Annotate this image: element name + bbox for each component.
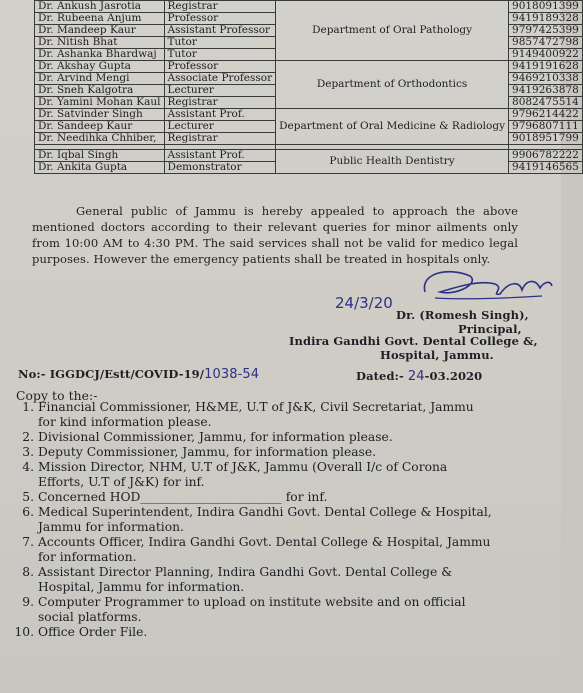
phone-number: 9796807111 [509, 121, 583, 133]
designation: Tutor [164, 49, 276, 61]
handwritten-date: 24/3/20 [335, 294, 393, 312]
doctor-name: Dr. Sandeep Kaur [35, 121, 165, 133]
table-row [35, 150, 583, 162]
phone-number: 9419191628 [509, 61, 583, 73]
phone-number: 9419263878 [509, 85, 583, 97]
doctor-name: Dr. Mandeep Kaur [35, 25, 165, 37]
department-cell [276, 150, 509, 174]
item-text: Financial Commissioner, H&ME, U.T of J&K, Civil Secretariat, Jammu [38, 400, 474, 414]
item-text: Office Order File. [38, 625, 148, 639]
list-item [12, 595, 552, 625]
list-item [12, 445, 552, 460]
department-label: Department of Oral Medicine & Radiology [279, 120, 506, 132]
table-row [35, 61, 583, 73]
department-cell [276, 1, 509, 61]
copy-to-list [12, 400, 552, 640]
order-date-handwritten: 24 [407, 369, 425, 384]
list-item [12, 460, 552, 490]
doctor-name: Dr. Ashanka Bhardwaj [35, 49, 165, 61]
doctor-name: Dr. Ankush Jasrotia [35, 1, 165, 13]
item-text: Accounts Officer, Indira Gandhi Govt. Dental College & Hospital, Jammu [38, 535, 491, 549]
designation: Tutor [164, 37, 276, 49]
phone-number: 8082475514 [509, 97, 583, 109]
phone-number: 9857472798 [509, 37, 583, 49]
staff-table [34, 0, 583, 174]
phone-number: 9469210338 [509, 73, 583, 85]
item-number: 5. [22, 490, 34, 504]
item-text: Concerned HOD_______________________ for inf. [38, 490, 328, 504]
list-item [12, 535, 552, 565]
item-text: Assistant Director Planning, Indira Gandhi Govt. Dental College & [38, 565, 453, 579]
institution-line-1: Indira Gandhi Govt. Dental College &, [289, 334, 538, 348]
department-cell [276, 109, 509, 145]
order-date-printed: -03.2020 [424, 369, 483, 383]
phone-number: 9796214422 [509, 109, 583, 121]
item-number: 10. [14, 625, 34, 639]
department-cell [276, 61, 509, 109]
list-item [12, 430, 552, 445]
order-number-label: No:- IGGDCJ/Estt/COVID-19/ [18, 367, 205, 381]
doctor-name: Dr. Needihka Chhiber, [35, 133, 165, 145]
designation: Registrar [164, 1, 276, 13]
item-number: 3. [22, 445, 34, 459]
doctor-name: Dr. Ankita Gupta [35, 162, 165, 174]
department-label: Public Health Dentistry [329, 155, 455, 167]
phone-number: 9018951799 [509, 133, 583, 145]
designation: Assistant Prof. [164, 150, 276, 162]
item-text-continued: social platforms. [38, 610, 142, 624]
item-text: Deputy Commissioner, Jammu, for information please. [38, 445, 377, 459]
item-text-continued: for kind information please. [38, 415, 212, 429]
designation: Registrar [164, 133, 276, 145]
principal-title: Principal, [458, 322, 522, 336]
list-item [12, 625, 552, 640]
item-text-continued: Efforts, U.T of J&K) for inf. [38, 475, 205, 489]
item-number: 4. [22, 460, 34, 474]
phone-number: 9906782222 [509, 150, 583, 162]
designation: Professor [164, 13, 276, 25]
institution-line-2: Hospital, Jammu. [380, 348, 494, 362]
order-number [18, 366, 259, 383]
item-text: Divisional Commissioner, Jammu, for information please. [38, 430, 393, 444]
doctor-name: Dr. Nitish Bhat [35, 37, 165, 49]
item-text-continued: Jammu for information. [38, 520, 184, 534]
department-label: Department of Orthodontics [316, 78, 468, 90]
phone-number: 9018091399 [509, 1, 583, 13]
phone-number: 9149400922 [509, 49, 583, 61]
item-number: 1. [22, 400, 34, 414]
principal-name: Dr. (Romesh Singh), [396, 308, 529, 322]
item-text-continued: Hospital, Jammu for information. [38, 580, 245, 594]
order-number-handwritten: 1038-54 [204, 367, 260, 382]
item-number: 9. [22, 595, 34, 609]
designation: Lecturer [164, 121, 276, 133]
designation: Assistant Prof. [164, 109, 276, 121]
item-text-continued: for information. [38, 550, 137, 564]
order-date [356, 368, 482, 385]
item-number: 8. [22, 565, 34, 579]
notice-paragraph: General public of Jammu is hereby appealed to approach the above mentioned doctors according to their relevant queries for minor ailments only from 10:00 AM to 4:30 PM. The said services shall not be valid for medico legal purposes. However the emergency patients shall be treated in hospitals only. [32, 204, 518, 266]
order-date-label: Dated:- [356, 369, 404, 383]
item-number: 6. [22, 505, 34, 519]
designation: Registrar [164, 97, 276, 109]
list-item [12, 505, 552, 535]
table-row [35, 109, 583, 121]
phone-number: 9419189328 [509, 13, 583, 25]
designation: Professor [164, 61, 276, 73]
department-label: Department of Oral Pathology [312, 24, 473, 36]
doctor-name: Dr. Sneh Kalgotra [35, 85, 165, 97]
doctor-name: Dr. Arvind Mengi [35, 73, 165, 85]
designation: Demonstrator [164, 162, 276, 174]
item-text: Mission Director, NHM, U.T of J&K, Jammu (Overall I/c of Corona [38, 460, 448, 474]
phone-number: 9797425399 [509, 25, 583, 37]
list-item [12, 565, 552, 595]
table-row [35, 1, 583, 13]
item-text: Medical Superintendent, Indira Gandhi Govt. Dental College & Hospital, [38, 505, 492, 519]
designation: Lecturer [164, 85, 276, 97]
doctor-name: Dr. Iqbal Singh [35, 150, 165, 162]
doctor-name: Dr. Satvinder Singh [35, 109, 165, 121]
designation: Assistant Professor [164, 25, 276, 37]
phone-number: 9419146565 [509, 162, 583, 174]
copy-to-heading: Copy to the:- [16, 389, 98, 403]
doctor-name: Dr. Rubeena Anjum [35, 13, 165, 25]
designation: Associate Professor [164, 73, 276, 85]
item-text: Computer Programmer to upload on institute website and on official [38, 595, 466, 609]
list-item [12, 490, 552, 505]
item-number: 7. [22, 535, 34, 549]
item-number: 2. [22, 430, 34, 444]
doctor-name: Dr. Yamini Mohan Kaul [35, 97, 165, 109]
doctor-name: Dr. Akshay Gupta [35, 61, 165, 73]
list-item [12, 400, 552, 430]
